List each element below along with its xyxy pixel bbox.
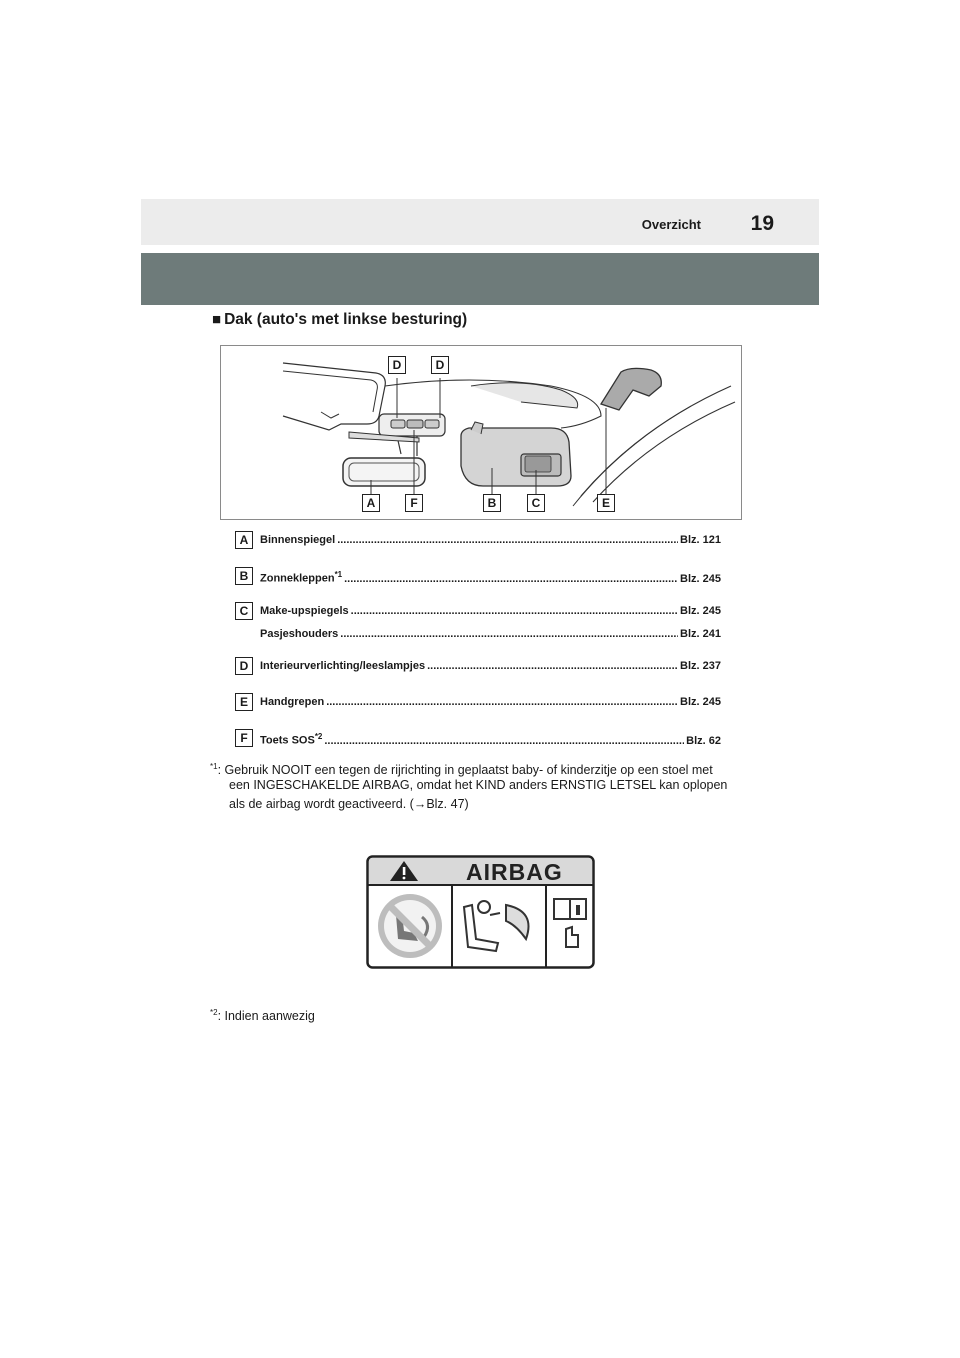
- leader-dots: [351, 605, 678, 617]
- heading-text: Dak (auto's met linkse besturing): [224, 311, 468, 328]
- page-reference: Blz. 237: [680, 660, 721, 672]
- page-reference: Blz. 241: [680, 628, 721, 640]
- title-band: [141, 253, 819, 305]
- page-reference: Blz. 121: [680, 534, 721, 546]
- list-item: [235, 625, 721, 645]
- footnote-ref: *1: [334, 570, 343, 579]
- entry-label: Interieurverlichting/leeslampjes: [260, 660, 426, 672]
- page-reference: Blz. 62: [686, 734, 721, 747]
- leader-dots: [326, 696, 678, 708]
- list-item: [235, 729, 721, 749]
- heading-marker: ■: [212, 311, 222, 328]
- entry-badge: D: [235, 657, 253, 675]
- footnote-text-line1: : Gebruik NOOIT een tegen de rijrichting in geplaatst baby- of kinderzitje op een stoel met: [217, 763, 713, 778]
- section-title: Overzicht: [641, 217, 701, 232]
- entry-label: Binnenspiegel: [260, 534, 336, 546]
- airbag-warning-label: [366, 855, 595, 974]
- entry-badge: E: [235, 693, 253, 711]
- entry-label: Toets SOS: [260, 734, 315, 747]
- leader-dots: [324, 735, 684, 747]
- page-number: 19: [750, 212, 774, 235]
- entry-badge: C: [235, 602, 253, 620]
- entry-label: Zonnekleppen: [260, 572, 335, 585]
- footnote-marker: *1: [210, 762, 218, 771]
- page-reference: Blz. 245: [680, 696, 721, 708]
- footnote-1-line2: een INGESCHAKELDE AIRBAG, omdat het KIND anders ERNSTIG LETSEL kan oplopen: [229, 778, 728, 792]
- footnote-ref: *2: [314, 732, 323, 741]
- entry-label: Make-upspiegels: [260, 605, 349, 617]
- leader-dots: [427, 660, 678, 672]
- list-item: [235, 602, 721, 622]
- no-child-seat-icon: [378, 894, 442, 958]
- footnote-marker: *2: [210, 1008, 218, 1017]
- callout-d-left: D: [388, 356, 406, 374]
- airbag-title: AIRBAG: [466, 859, 563, 885]
- entry-badge: A: [235, 531, 253, 549]
- page-reference: Blz. 245: [680, 605, 721, 617]
- footnote-text: : Indien aanwezig: [217, 1009, 315, 1024]
- entry-badge: B: [235, 567, 253, 585]
- section-heading: [212, 311, 467, 329]
- roof-drawing: [221, 346, 741, 519]
- roof-illustration: [220, 345, 742, 520]
- callout-c: C: [527, 494, 545, 512]
- footnote-1-line3: als de airbag wordt geactiveerd. (→Blz. 47): [229, 797, 469, 811]
- list-item: [235, 567, 721, 587]
- callout-b: B: [483, 494, 501, 512]
- callout-a: A: [362, 494, 380, 512]
- footnote-2: [210, 1003, 315, 1026]
- callout-f: F: [405, 494, 423, 512]
- list-item: [235, 693, 721, 713]
- leader-dots: [337, 534, 678, 546]
- page-header: [141, 199, 819, 245]
- leader-dots: [344, 573, 678, 585]
- leader-dots: [340, 628, 678, 640]
- list-item: [235, 531, 721, 551]
- entry-badge: F: [235, 729, 253, 747]
- callout-d-right: D: [431, 356, 449, 374]
- callout-e: E: [597, 494, 615, 512]
- list-item: [235, 657, 721, 677]
- page-reference: Blz. 245: [680, 572, 721, 585]
- entry-label: Pasjeshouders: [260, 628, 339, 640]
- entry-label: Handgrepen: [260, 696, 325, 708]
